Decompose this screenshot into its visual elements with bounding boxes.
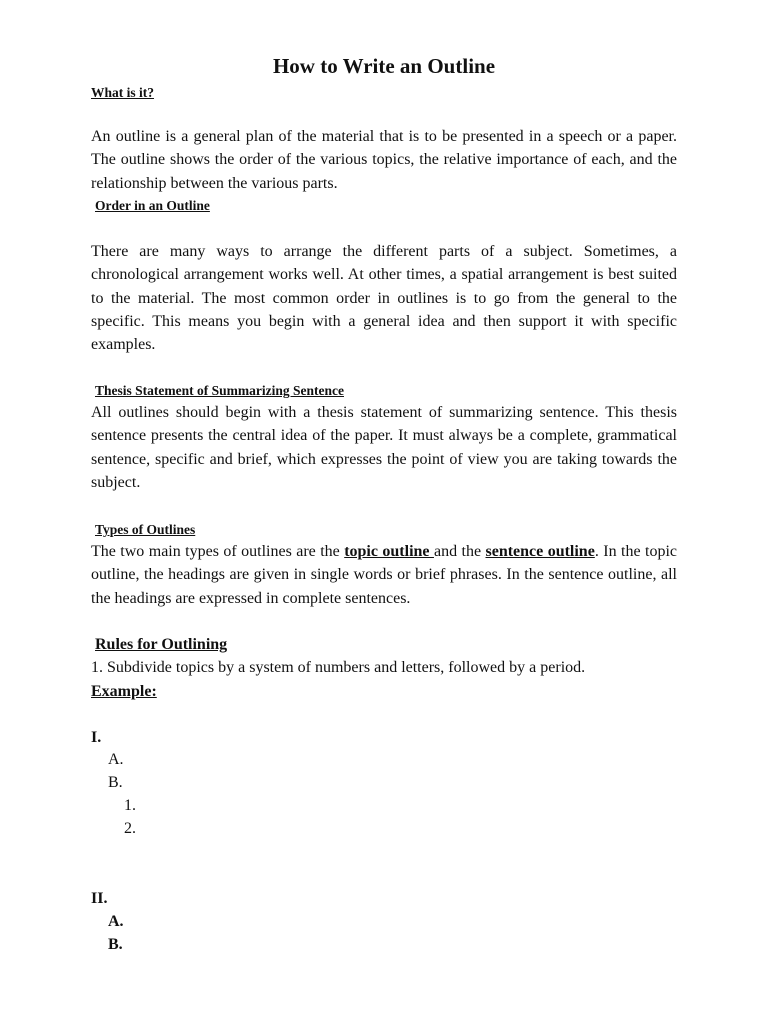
topic-outline-term: topic outline <box>344 543 434 560</box>
outline-item-ii-a: A. <box>108 913 124 930</box>
types-text-middle: and the <box>433 543 486 560</box>
outline-item-i-b: B. <box>108 774 123 791</box>
types-text-before: The two main types of outlines are the <box>91 543 345 560</box>
types-text-after: . In the topic outline, the headings are given in single words or brief phrases. In the sentence outline, all the headings are expressed in complete sentences. <box>91 543 677 607</box>
outline-item-ii-b: B. <box>108 936 123 953</box>
paragraph-types-of-outlines <box>91 540 677 610</box>
sentence-outline-term: sentence outline <box>485 543 595 560</box>
outline-item-i: I. <box>91 729 102 746</box>
outline-item-i-b-2: 2. <box>124 820 136 837</box>
paragraph-thesis-statement: All outlines should begin with a thesis statement of summarizing sentence. This thesis sentence presents the central idea of the paper. It must always be a complete, grammatical sentence, specific and brief, which expresses the point of view you are taking towards the subject. <box>91 404 677 491</box>
paragraph-order-in-outline: There are many ways to arrange the different parts of a subject. Sometimes, a chronological arrangement works well. At other times, a spatial arrangement is best suited to the material. The most common order in outlines is to go from the general to the specific. This means you begin with a general idea and then support it with specific examples. <box>91 243 677 354</box>
outline-item-ii: II. <box>91 890 108 907</box>
outline-item-i-a: A. <box>108 751 124 768</box>
heading-what-is-it: What is it? <box>91 85 155 100</box>
outline-item-i-b-1: 1. <box>124 797 136 814</box>
heading-thesis-statement: Thesis Statement of Summarizing Sentence <box>95 383 344 398</box>
rule-1: 1. Subdivide topics by a system of numbers and letters, followed by a period. <box>91 659 586 676</box>
paragraph-what-is-it: An outline is a general plan of the material that is to be presented in a speech or a paper. The outline shows the order of the various topics, the relative importance of each, and the relationship between the various parts. <box>91 128 677 192</box>
heading-rules-for-outlining: Rules for Outlining <box>95 636 228 653</box>
heading-types-of-outlines: Types of Outlines <box>95 522 196 537</box>
example-label: Example: <box>91 683 157 700</box>
heading-order-in-outline: Order in an Outline <box>95 198 210 213</box>
document-title: How to Write an Outline <box>272 54 496 78</box>
